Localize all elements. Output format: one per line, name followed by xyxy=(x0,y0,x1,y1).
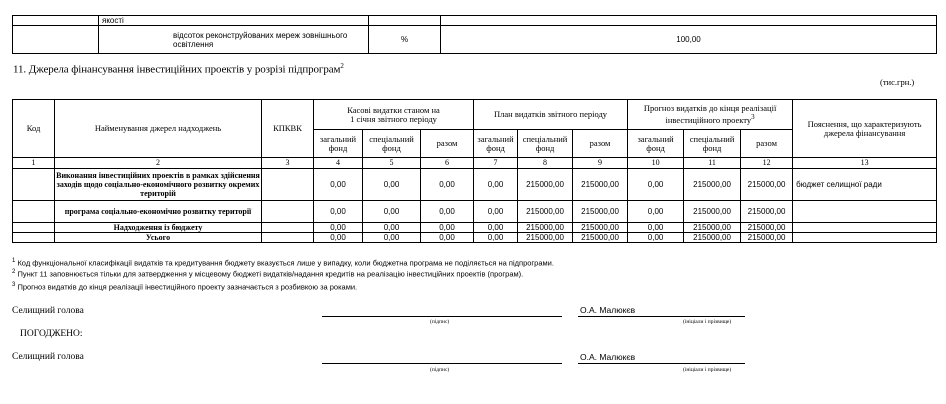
indicator-cell xyxy=(13,26,99,54)
header-forecast: Прогноз видатків до кінця реалізації інвестиційного проекту$^3$ xyxy=(628,100,793,130)
header-total: разом xyxy=(741,130,793,158)
initials-caption: (ініціали і прізвище) xyxy=(683,319,732,325)
indicator-unit: % xyxy=(369,26,441,54)
value-cell: 215000,00 xyxy=(741,223,793,233)
indicator-name: відсоток реконструйованих мереж зовнішнього освітлення xyxy=(99,26,369,54)
footnote: $^2$ Пункт 11 заповнюється тільки для затвердження у місцевому бюджеті видатків/надання кредитів на реалізацію інвестиційних проектів (програм). xyxy=(12,269,524,279)
explanation-note xyxy=(793,233,937,243)
head-label: Селищний голова xyxy=(12,352,84,362)
value-cell: 0,00 xyxy=(421,223,474,233)
table-row xyxy=(13,233,937,243)
value-cell: 0,00 xyxy=(474,223,518,233)
header-general-fund: загальний фонд xyxy=(628,130,684,158)
indicators-table xyxy=(12,15,937,54)
agreed-label: ПОГОДЖЕНО: xyxy=(20,329,83,339)
value-cell: 0,00 xyxy=(314,201,363,223)
value-cell: 215000,00 xyxy=(684,201,741,223)
value-cell: 0,00 xyxy=(628,223,684,233)
value-cell: 0,00 xyxy=(628,201,684,223)
value-cell: 215000,00 xyxy=(518,169,573,201)
indicator-value: 100,00 xyxy=(441,26,937,54)
value-cell: 0,00 xyxy=(314,233,363,243)
source-name: Усього xyxy=(55,233,262,243)
explanation-note: бюджет селищної ради xyxy=(793,169,937,201)
header-kpkvk: КПКВК xyxy=(262,100,314,158)
col-number: 3 xyxy=(262,158,314,169)
col-number: 1 xyxy=(13,158,55,169)
footnote: $^3$ Прогноз видатків до кінця реалізації інвестиційного проекту зазначається з розбивкою за роками. xyxy=(12,282,358,292)
value-cell: 0,00 xyxy=(474,233,518,243)
value-cell: 0,00 xyxy=(628,233,684,243)
value-cell: 0,00 xyxy=(314,223,363,233)
value-cell: 215000,00 xyxy=(684,223,741,233)
section-title: 11. Джерела фінансування інвестиційних проектів у розрізі підпрограм$^2$ xyxy=(13,62,344,76)
value-cell: 215000,00 xyxy=(573,223,628,233)
col-number: 6 xyxy=(421,158,474,169)
signatory-name: О.А. Малюкєв xyxy=(580,305,636,315)
signature-line xyxy=(322,363,562,364)
col-number: 2 xyxy=(55,158,262,169)
value-cell: 215000,00 xyxy=(741,233,793,243)
value-cell: 0,00 xyxy=(314,169,363,201)
header-general-fund: загальний фонд xyxy=(474,130,518,158)
header-special-fund: спеціальний фонд xyxy=(363,130,421,158)
value-cell: 0,00 xyxy=(421,233,474,243)
value-cell: 215000,00 xyxy=(518,223,573,233)
col-number: 8 xyxy=(518,158,573,169)
indicator-name: якості xyxy=(99,16,369,26)
header-plan: План видатків звітного періоду xyxy=(474,100,628,130)
header-general-fund: загальний фонд xyxy=(314,130,363,158)
col-number: 5 xyxy=(363,158,421,169)
explanation-note xyxy=(793,201,937,223)
unit-label: (тис.грн.) xyxy=(880,77,915,87)
name-line xyxy=(578,316,745,317)
signature-caption: (підпис) xyxy=(430,367,450,373)
value-cell: 215000,00 xyxy=(741,201,793,223)
col-number: 13 xyxy=(793,158,937,169)
header-explanation: Пояснення, що характеризують джерела фінансування xyxy=(793,100,937,158)
value-cell: 0,00 xyxy=(421,201,474,223)
value-cell: 215000,00 xyxy=(573,201,628,223)
signature-caption: (підпис) xyxy=(430,319,450,325)
value-cell: 0,00 xyxy=(363,201,421,223)
value-cell: 0,00 xyxy=(363,223,421,233)
value-cell: 0,00 xyxy=(474,169,518,201)
value-cell: 215000,00 xyxy=(684,233,741,243)
signature-line xyxy=(322,316,562,317)
value-cell: 215000,00 xyxy=(573,169,628,201)
col-number: 9 xyxy=(573,158,628,169)
header-special-fund: спеціальний фонд xyxy=(684,130,741,158)
col-number: 4 xyxy=(314,158,363,169)
header-special-fund: спеціальний фонд xyxy=(518,130,573,158)
header-code: Код xyxy=(13,100,55,158)
table-row xyxy=(13,223,937,233)
footnote: $^1$ Код функціональної класифікації видатків та кредитування бюджету вказується лише у випадку, коли бюджетна програма не поділяється на підпрограми. xyxy=(12,258,554,268)
value-cell: 0,00 xyxy=(474,201,518,223)
indicator-value xyxy=(441,16,937,26)
header-cash-expenses: Касові видатки станом на 1 січня звітного періоду xyxy=(314,100,474,130)
explanation-note xyxy=(793,223,937,233)
header-total: разом xyxy=(573,130,628,158)
source-name: Надходження із бюджету xyxy=(55,223,262,233)
col-number: 7 xyxy=(474,158,518,169)
value-cell: 0,00 xyxy=(363,169,421,201)
initials-caption: (ініціали і прізвище) xyxy=(683,367,732,373)
table-row xyxy=(13,201,937,223)
value-cell: 215000,00 xyxy=(741,169,793,201)
col-number: 11 xyxy=(684,158,741,169)
value-cell: 215000,00 xyxy=(684,169,741,201)
source-name: програма соціально-економічно розвитку території xyxy=(55,201,262,223)
value-cell: 0,00 xyxy=(421,169,474,201)
value-cell: 215000,00 xyxy=(518,233,573,243)
indicator-cell xyxy=(13,16,99,26)
head-label: Селищний голова xyxy=(12,306,84,316)
header-total: разом xyxy=(421,130,474,158)
value-cell: 0,00 xyxy=(628,169,684,201)
signatory-name: О.А. Малюкєв xyxy=(580,352,636,362)
value-cell: 215000,00 xyxy=(573,233,628,243)
col-number: 10 xyxy=(628,158,684,169)
col-number: 12 xyxy=(741,158,793,169)
source-name: Виконання інвестиційних проектів в рамках здійснення заходів щодо соціально-економічного розвитку окремих територій xyxy=(55,169,262,201)
table-row xyxy=(13,169,937,201)
value-cell: 215000,00 xyxy=(518,201,573,223)
value-cell: 0,00 xyxy=(363,233,421,243)
indicator-unit xyxy=(369,16,441,26)
financing-sources-table xyxy=(12,99,937,243)
header-name: Найменування джерел надходжень xyxy=(55,100,262,158)
name-line xyxy=(578,363,745,364)
